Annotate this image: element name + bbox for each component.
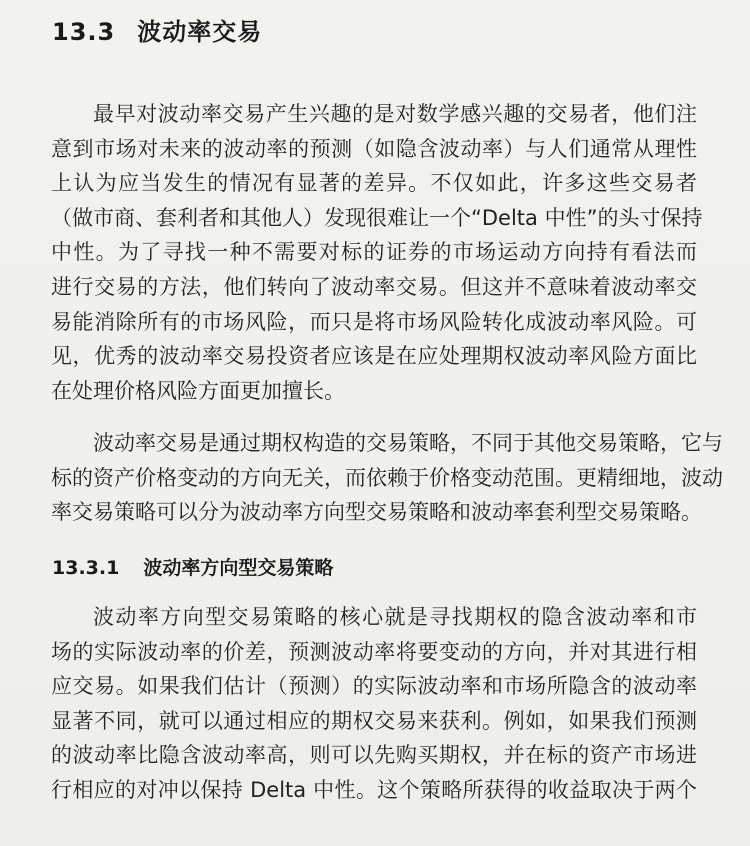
paragraph-line: 上认为应当发生的情况有显著的差异。不仅如此，许多这些交易者 [51, 171, 697, 196]
paragraph-line: 的波动率比隐含波动率高，则可以先购买期权，并在标的资产市场进 [51, 743, 697, 768]
paragraph-1 [51, 97, 703, 408]
paragraph-line: 应交易。如果我们估计（预测）的实际波动率和市场所隐含的波动率 [51, 674, 697, 699]
paragraph-line: 中性。为了寻找一种不需要对标的证券的市场运动方向持有看法而 [51, 240, 697, 265]
paragraph-line: 见，优秀的波动率交易投资者应该是在应处理期权波动率风险方面比 [51, 344, 697, 369]
paragraph-line: 场的实际波动率的价差，预测波动率将要变动的方向，并对其进行相 [51, 639, 697, 664]
section-title-text: 波动率交易 [137, 18, 263, 46]
subsection-heading [52, 553, 333, 580]
paragraph-line: 在处理价格风险方面更加擅长。 [51, 378, 345, 403]
paragraph-line: （做市商、套利者和其他人）发现很难让一个“Delta 中性”的头寸保持 [51, 205, 703, 230]
paragraph-line: 易能消除所有的市场风险，而只是将市场风险转化成波动率风险。可 [51, 309, 697, 334]
paragraph-2 [51, 426, 723, 530]
section-number: 13.3 [52, 18, 116, 46]
paragraph-line: 波动率方向型交易策略的核心就是寻找期权的隐含波动率和市 [93, 605, 697, 629]
paragraph-3 [51, 600, 697, 808]
paragraph-line: 最早对波动率交易产生兴趣的是对数学感兴趣的交易者，他们注 [93, 102, 697, 126]
paragraph-line: 波动率交易是通过期权构造的交易策略，不同于其他交易策略，它与 [93, 431, 723, 455]
subsection-title-text: 波动率方向型交易策略 [143, 557, 334, 579]
paragraph-line: 标的资产价格变动的方向无关，而依赖于价格变动范围。更精细地，波动 [51, 465, 723, 490]
subsection-number: 13.3.1 [52, 557, 120, 579]
paragraph-line: 意到市场对未来的波动率的预测（如隐含波动率）与人们通常从理性 [51, 136, 697, 161]
paragraph-line: 率交易策略可以分为波动率方向型交易策略和波动率套利型交易策略。 [51, 500, 702, 525]
section-heading [52, 12, 262, 47]
paragraph-line: 行相应的对冲以保持 Delta 中性。这个策略所获得的收益取决于两个 [51, 777, 697, 802]
paragraph-line: 进行交易的方法，他们转向了波动率交易。但这并不意味着波动率交 [51, 274, 697, 299]
paragraph-line: 显著不同，就可以通过相应的期权交易来获利。例如，如果我们预测 [51, 708, 697, 733]
